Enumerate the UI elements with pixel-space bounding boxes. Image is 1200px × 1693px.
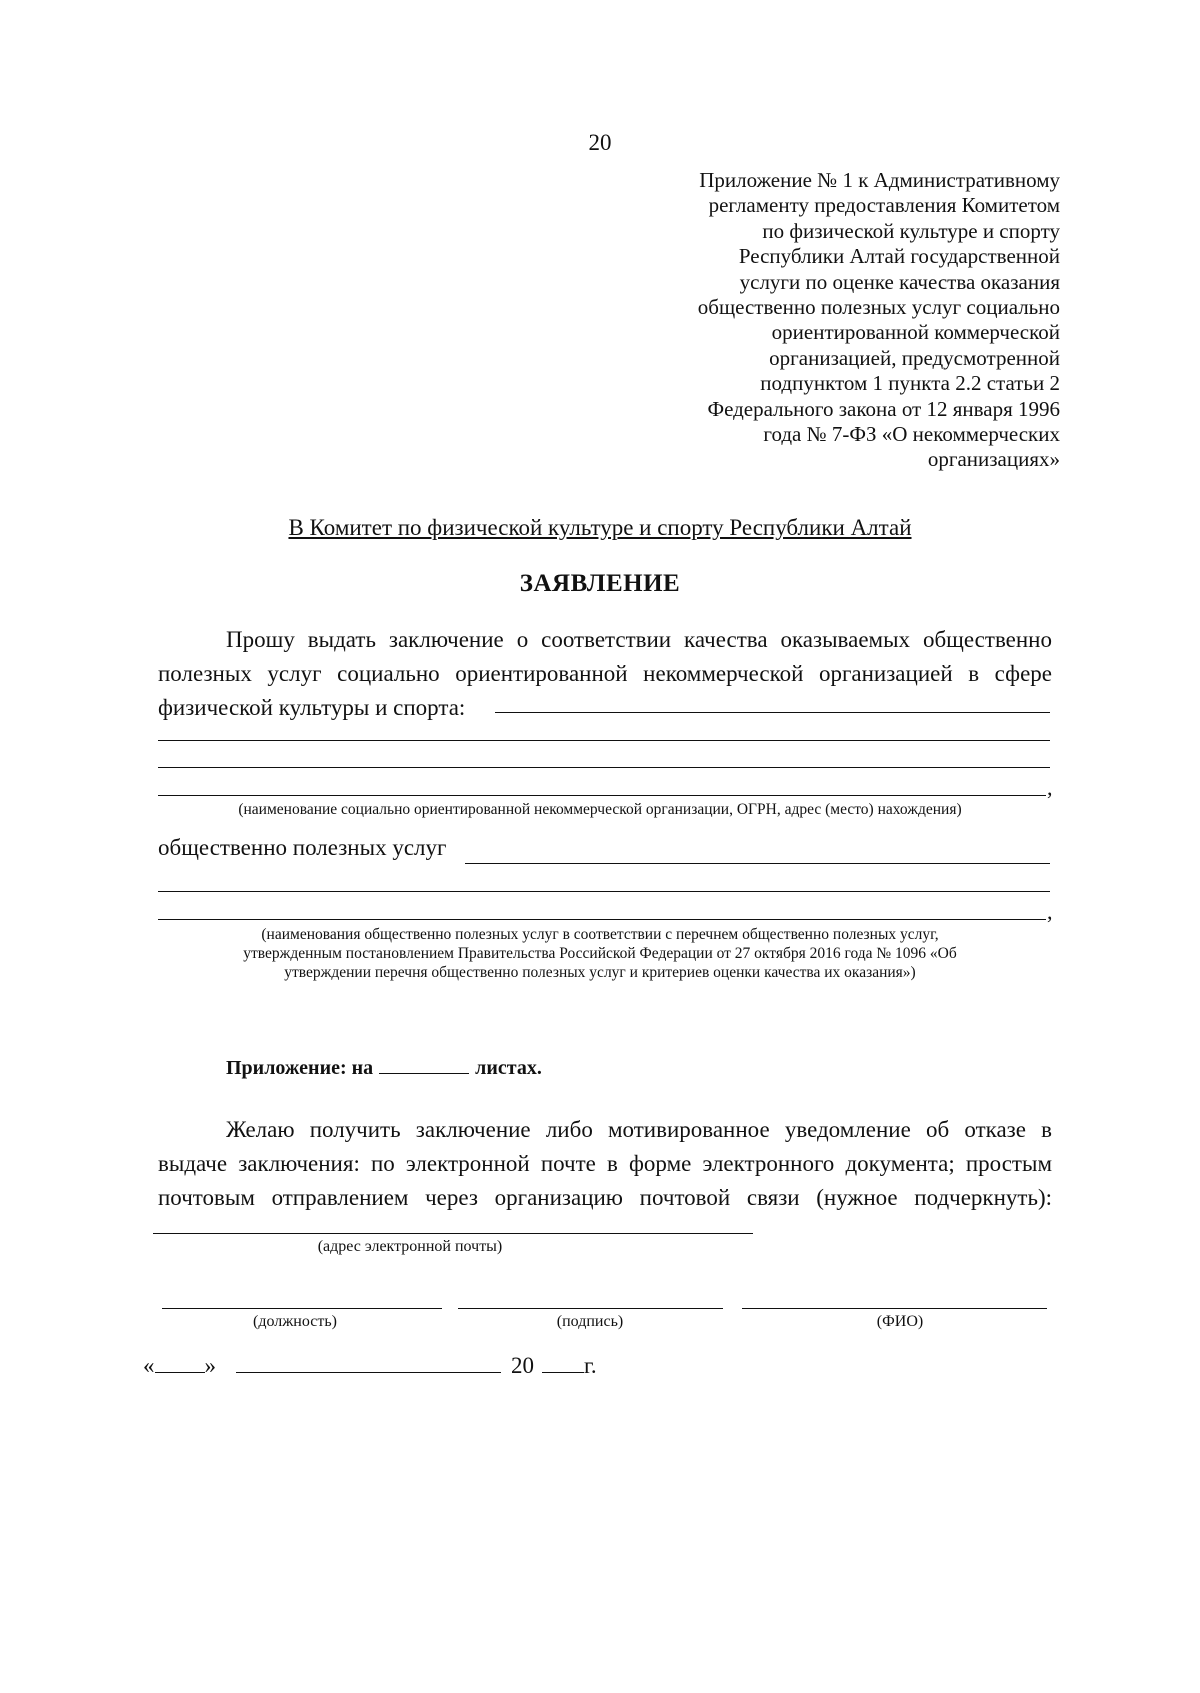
- annex-line: общественно полезных услуг социально: [697, 295, 1060, 320]
- annex-line: организациях»: [927, 447, 1060, 472]
- services-caption-line: утвержденным постановлением Правительства Российской Федерации от 27 октября 2016 года № 1096 «Об: [243, 945, 957, 962]
- annex-line: Республики Алтай государственной: [738, 244, 1060, 269]
- annex-line: ориентированной коммерческой: [771, 320, 1060, 345]
- annex-line: услуги по оценке качества оказания: [739, 269, 1060, 294]
- comma: ,: [1047, 899, 1053, 924]
- document-title: ЗАЯВЛЕНИЕ: [519, 570, 681, 597]
- attachment-suffix: листах.: [475, 1057, 542, 1079]
- annex-line: по физической культуре и спорту: [762, 218, 1060, 243]
- services-field-line[interactable]: [465, 863, 1050, 864]
- request-line: Прошу выдать заключение о соответствии качества оказываемых общественно: [226, 627, 1052, 652]
- delivery-paragraph: [158, 1113, 1052, 1215]
- annex-reference: [630, 168, 1060, 473]
- date-open-quote: «: [143, 1353, 155, 1378]
- organization-field-line[interactable]: [495, 712, 1050, 713]
- organization-field-line[interactable]: [158, 767, 1050, 768]
- organization-field-line[interactable]: [158, 740, 1050, 741]
- email-caption: (адрес электронной почты): [317, 1238, 503, 1255]
- page-number: 20: [588, 130, 612, 155]
- year-suffix: г.: [584, 1353, 597, 1378]
- full-name-caption: (ФИО): [876, 1313, 924, 1330]
- signature-caption: (подпись): [556, 1313, 624, 1330]
- attachment-line: [226, 1057, 542, 1080]
- position-field-line[interactable]: [162, 1308, 442, 1309]
- email-field-line[interactable]: [153, 1233, 753, 1234]
- annex-line: организацией, предусмотренной: [769, 345, 1060, 370]
- organization-field-line[interactable]: [158, 795, 1046, 796]
- request-line: физической культуры и спорта:: [158, 695, 466, 720]
- delivery-line: выдаче заключения: по электронной почте в форме электронного документа; простым: [158, 1151, 1052, 1176]
- position-caption: (должность): [253, 1313, 337, 1330]
- annex-line: Федерального закона от 12 января 1996: [707, 396, 1060, 421]
- day-field[interactable]: [155, 1354, 205, 1373]
- services-label: общественно полезных услуг: [158, 835, 447, 860]
- services-field-line[interactable]: [158, 891, 1050, 892]
- request-paragraph: [158, 623, 1052, 725]
- year-prefix: 20: [511, 1353, 534, 1378]
- annex-line: года № 7-ФЗ «О некоммерческих: [763, 422, 1060, 447]
- attachment-prefix: Приложение: на: [226, 1057, 374, 1079]
- date-line: [143, 1353, 597, 1379]
- month-field[interactable]: [236, 1354, 501, 1373]
- services-caption-line: (наименования общественно полезных услуг в соответствии с перечнем общественно полезных услуг,: [261, 926, 939, 943]
- addressee: В Комитет по физической культуре и спорту Республики Алтай: [288, 515, 912, 540]
- services-caption-line: утверждении перечня общественно полезных услуг и критериев оценки качества их оказания»): [284, 964, 916, 981]
- full-name-field-line[interactable]: [742, 1308, 1047, 1309]
- signature-field-line[interactable]: [458, 1308, 723, 1309]
- annex-line: подпунктом 1 пункта 2.2 статьи 2: [760, 371, 1060, 396]
- year-field[interactable]: [542, 1354, 584, 1373]
- delivery-line: Желаю получить заключение либо мотивированное уведомление об отказе в: [226, 1117, 1052, 1142]
- annex-line: регламенту предоставления Комитетом: [708, 193, 1060, 218]
- organization-caption: (наименование социально ориентированной некоммерческой организации, ОГРН, адрес (место) нахождения): [238, 801, 962, 818]
- comma: ,: [1047, 775, 1053, 800]
- annex-line: Приложение № 1 к Административному: [699, 168, 1060, 192]
- date-close-quote: »: [204, 1353, 216, 1378]
- request-line: полезных услуг социально ориентированной некоммерческой организацией в сфере: [158, 661, 1052, 686]
- sheet-count-field[interactable]: [379, 1057, 469, 1074]
- delivery-line: почтовым отправлением через организацию почтовой связи (нужное подчеркнуть):: [158, 1185, 1052, 1210]
- services-field-line[interactable]: [158, 919, 1046, 920]
- services-caption: [0, 925, 1200, 982]
